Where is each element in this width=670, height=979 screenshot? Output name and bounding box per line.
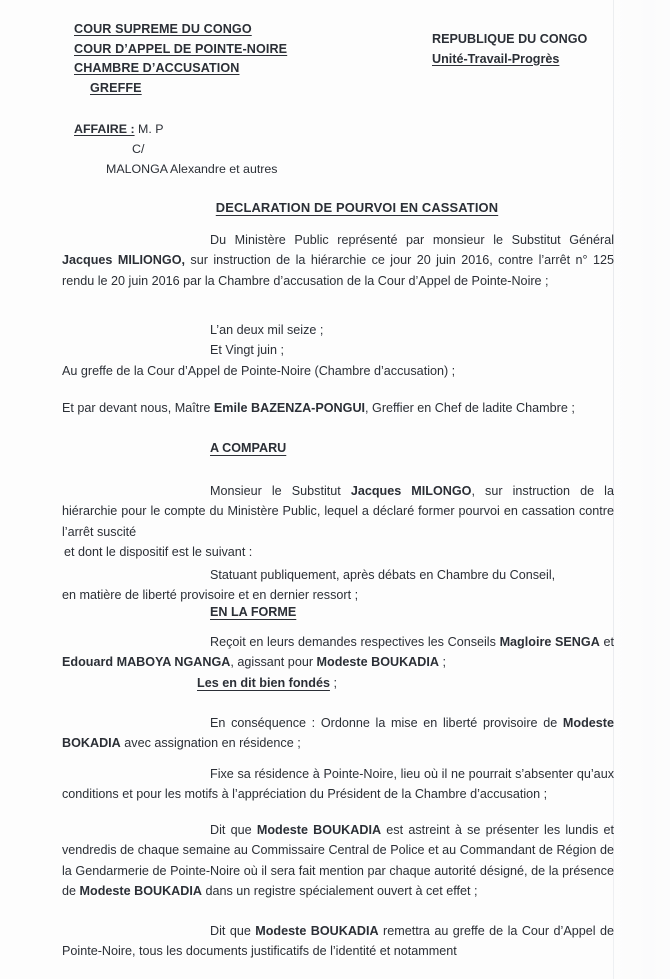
para4-lead: Reçoit en leurs demandes respectives les Conseils bbox=[210, 635, 500, 649]
paragraph-consequence bbox=[62, 713, 614, 754]
republic-header-block bbox=[432, 30, 587, 69]
para2-name: Jacques MILONGO bbox=[350, 484, 472, 498]
registrar-rest: , Greffier en Chef de ladite Chambre ; bbox=[365, 401, 575, 415]
statuant-line-2: en matière de liberté provisoire et en dernier ressort ; bbox=[62, 588, 359, 603]
case-party-2: MALONGA Alexandre et autres bbox=[106, 162, 278, 176]
court-line-appeal: COUR D’APPEL DE POINTE-NOIRE bbox=[74, 41, 288, 56]
para5-name: Modeste BOKADIA bbox=[62, 716, 614, 751]
date-line-day: Et Vingt juin ; bbox=[210, 343, 284, 358]
para8-rest: remettra au greffe de la Cour d’Appel de Pointe-Noire, tous les documents justificatifs de l’identité et notamment bbox=[62, 924, 614, 959]
para1-lead: Du Ministère Public représenté par monsieur le Substitut Général bbox=[210, 233, 614, 247]
para7-rest: dans un registre spécialement ouvert à cet effet ; bbox=[201, 883, 478, 898]
paragraph-dispositif-intro: et dont le dispositif est le suivant : bbox=[64, 545, 253, 559]
para8-lead: Dit que bbox=[210, 924, 256, 938]
paragraph-recoit bbox=[62, 632, 614, 673]
date-line-year: L’an deux mil seize ; bbox=[210, 323, 324, 337]
para2-lead: Monsieur le Substitut bbox=[210, 484, 351, 498]
court-line-greffe: GREFFE bbox=[90, 80, 142, 95]
statuant-line-1: Statuant publiquement, après débats en Chambre du Conseil, bbox=[210, 568, 556, 582]
para4-counsel-1: Magloire SENGA bbox=[499, 635, 600, 649]
para8-name: Modeste BOUKADIA bbox=[255, 924, 379, 938]
paragraph-substitut bbox=[62, 481, 614, 542]
para7-lead: Dit que bbox=[210, 823, 257, 837]
paragraph-residence bbox=[62, 764, 614, 805]
registrar-name: Emile BAZENZA-PONGUI bbox=[213, 401, 366, 415]
para4-counsel-2: Edouard MABOYA NGANGA bbox=[62, 655, 231, 670]
republic-line-motto: Unité-Travail-Progrès bbox=[432, 51, 560, 66]
heading-bien-fondes: Les en dit bien fondés bbox=[197, 676, 330, 690]
case-first-line bbox=[74, 119, 278, 139]
document-title: DECLARATION DE POURVOI EN CASSATION bbox=[215, 200, 499, 215]
case-block bbox=[74, 119, 278, 179]
para4-mid-2: , agissant pour bbox=[230, 655, 317, 670]
date-block bbox=[62, 320, 614, 381]
court-line-chamber: CHAMBRE D’ACCUSATION bbox=[74, 61, 240, 75]
para5-rest: avec assignation en résidence ; bbox=[120, 736, 301, 751]
court-line-supreme: COUR SUPREME DU CONGO bbox=[74, 22, 252, 36]
court-header-block bbox=[74, 20, 287, 98]
heading-bien-fondes-tail: ; bbox=[329, 676, 337, 690]
paragraph-documents bbox=[62, 921, 614, 962]
para7-mid: est astreint à se présenter les lundis et vendredis de chaque semaine au Commissaire Central de Police et au Commandant de Région de la Gendarmerie de Pointe-Noire où il sera fait mention par chaque autorité désigné, de la présence de bbox=[62, 823, 615, 898]
para5-lead: En conséquence : Ordonne la mise en liberté provisoire de bbox=[210, 716, 563, 730]
scan-edge-gradient bbox=[614, 0, 670, 979]
republic-line-name: REPUBLIQUE DU CONGO bbox=[432, 32, 588, 46]
heading-en-la-forme: EN LA FORME bbox=[210, 605, 297, 619]
para4-client: Modeste BOUKADIA bbox=[316, 655, 439, 670]
paragraph-ministere-public bbox=[62, 230, 614, 291]
paragraph-statuant bbox=[62, 565, 614, 606]
paragraph-registrar bbox=[62, 398, 614, 418]
para2-rest: , sur instruction de la hiérarchie pour le compte du Ministère Public, lequel a déclaré former pourvoi en cassation contre l’arrêt suscité bbox=[62, 484, 614, 539]
para1-rest: sur instruction de la hiérarchie ce jour 20 juin 2016, contre l’arrêt n° 125 rendu le 20 juin 2016 par la Chambre d’accusation de la Cour d’Appel de Pointe-Noire ; bbox=[62, 253, 614, 288]
heading-a-comparu: A COMPARU bbox=[210, 441, 287, 455]
para6-text: Fixe sa résidence à Pointe-Noire, lieu où il ne pourrait s’absenter qu’aux conditions et pour les motifs à l’appréciation du Président de la Chambre d’accusation ; bbox=[62, 767, 614, 802]
case-versus: C/ bbox=[132, 142, 145, 156]
para7-name-1: Modeste BOUKADIA bbox=[256, 823, 382, 837]
para4-rest: ; bbox=[438, 655, 446, 670]
registrar-lead: Et par devant nous, Maître bbox=[62, 401, 214, 415]
para4-mid: et bbox=[599, 635, 614, 649]
para7-name-2: Modeste BOUKADIA bbox=[79, 883, 202, 898]
heading-bien-fondes-wrap bbox=[197, 676, 337, 690]
case-party-1: M. P bbox=[138, 122, 164, 136]
paragraph-presentation bbox=[62, 820, 614, 901]
para1-name: Jacques MILIONGO, bbox=[62, 253, 185, 268]
case-label: AFFAIRE : bbox=[74, 122, 135, 136]
date-line-registry: Au greffe de la Cour d’Appel de Pointe-Noire (Chambre d’accusation) ; bbox=[62, 363, 456, 378]
